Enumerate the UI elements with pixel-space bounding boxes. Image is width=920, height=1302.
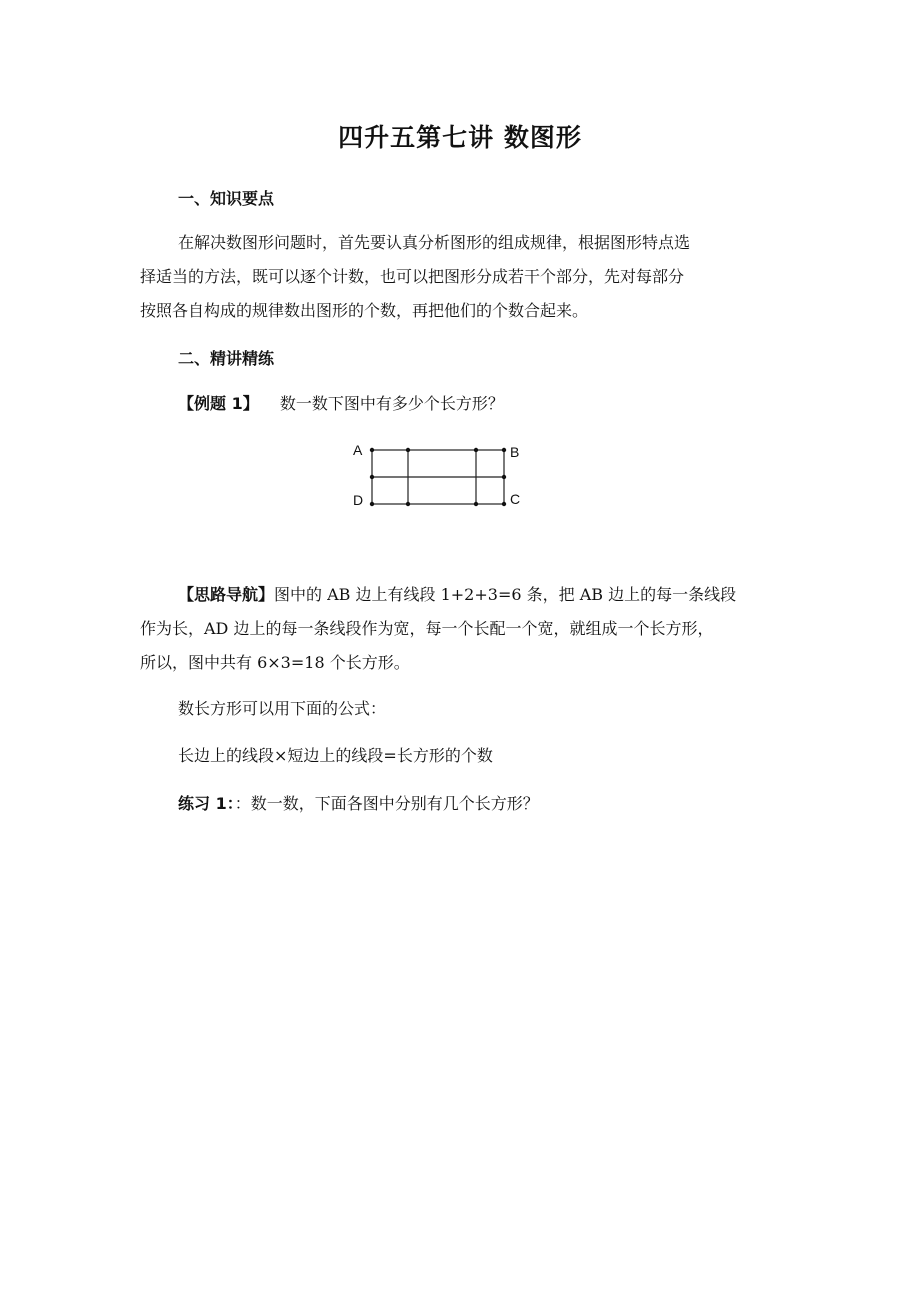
exercise-label: 练习 1： bbox=[178, 794, 235, 813]
example-label: 【例题 1】 bbox=[178, 394, 259, 413]
exercise-text: ：数一数，下面各图中分别有几个长方形？ bbox=[234, 794, 539, 813]
section-heading-practice: 二、精讲精练 bbox=[178, 349, 275, 368]
solution-line-2: 作为长，AD 边上的每一条线段作为宽，每一个长配一个宽，就组成一个长方形， bbox=[140, 619, 714, 638]
solution-line-3: 所以，图中共有 6×3=18 个长方形。 bbox=[140, 653, 410, 672]
label-c: C bbox=[510, 491, 521, 507]
knowledge-line-2: 择适当的方法，既可以逐个计数，也可以把图形分成若干个部分，先对每部分 bbox=[140, 267, 685, 286]
example-question: 数一数下图中有多少个长方形？ bbox=[279, 394, 504, 413]
knowledge-line-1: 在解决数图形问题时，首先要认真分析图形的组成规律，根据图形特点选 bbox=[178, 233, 691, 252]
example-1 bbox=[178, 387, 504, 421]
section-heading-knowledge: 一、知识要点 bbox=[178, 189, 275, 208]
formula: 长边上的线段×短边上的线段=长方形的个数 bbox=[178, 746, 493, 765]
solution-text-1: 图中的 AB 边上有线段 1+2+3=6 条，把 AB 边上的每一条线段 bbox=[274, 585, 737, 604]
knowledge-line-3: 按照各自构成的规律数出图形的个数，再把他们的个数合起来。 bbox=[140, 301, 589, 320]
label-a: A bbox=[353, 442, 363, 458]
formula-intro: 数长方形可以用下面的公式： bbox=[178, 699, 387, 718]
label-d: D bbox=[353, 492, 364, 508]
solution-label: 【思路导航】 bbox=[178, 585, 275, 604]
page-title: 四升五第七讲 数图形 bbox=[338, 123, 582, 152]
exercise-1 bbox=[178, 787, 539, 821]
solution-line-1 bbox=[178, 578, 736, 612]
label-b: B bbox=[510, 444, 520, 460]
rectangle-figure bbox=[348, 440, 548, 520]
